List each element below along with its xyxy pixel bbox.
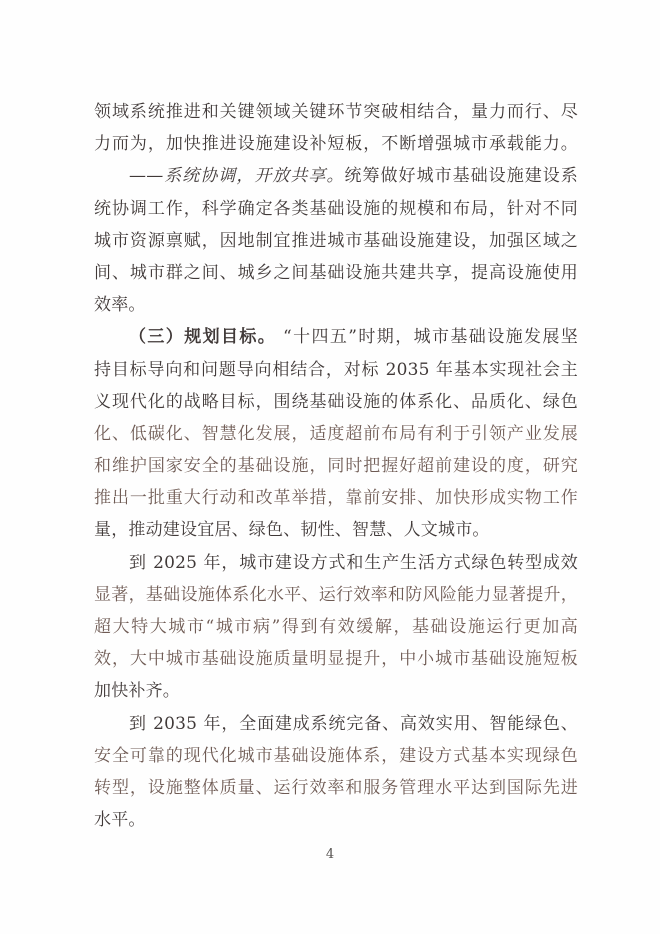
text-run: 间、城市群之间、城乡之间基础设施共建共享，提高设施使用 — [94, 262, 578, 283]
heading-run: （三）规划目标。 — [129, 327, 277, 348]
text-run: 量，推动建设宜居、绿色、韧性、智慧、人文城市。 — [94, 520, 490, 541]
text-line — [94, 225, 578, 257]
text-line — [94, 740, 578, 772]
text-line — [94, 321, 578, 353]
text-run: 化、低碳化、智慧化发展，适度超前布局有利于引领产业发展 — [94, 423, 578, 444]
text-line — [94, 514, 578, 546]
page-number: 4 — [325, 847, 335, 862]
text-line — [94, 579, 578, 611]
text-line — [94, 708, 578, 740]
text-run: 加快补齐。 — [94, 681, 180, 702]
text-run: 到 2035 年，全面建成系统完备、高效实用、智能绿色、 — [129, 713, 578, 734]
text-run: 和维护国家安全的基础设施，同时把握好超前建设的度，研究 — [94, 456, 578, 477]
text-run: 超大特大城市“城市病”得到有效缓解，基础设施运行更加高 — [94, 617, 578, 637]
text-line — [94, 289, 578, 321]
text-run: 义现代化的战略目标，围绕基础设施的体系化、品质化、绿色 — [94, 391, 578, 412]
text-run: 统筹做好城市基础设施建设系 — [344, 166, 578, 187]
text-line — [94, 675, 578, 707]
text-line — [94, 611, 578, 643]
text-line — [94, 804, 578, 836]
text-block — [94, 96, 578, 836]
text-run: 持目标导向和问题导向相结合，对标 2035 年基本实现社会主 — [94, 359, 578, 380]
text-line — [94, 418, 578, 450]
text-line — [94, 96, 578, 128]
text-line — [94, 257, 578, 289]
text-run: 转型，设施整体质量、运行效率和服务管理水平达到国际先进 — [94, 777, 578, 798]
text-line — [94, 772, 578, 804]
text-line — [94, 160, 578, 192]
text-run: “十四五”时期，城市基础设施发展坚 — [276, 327, 578, 348]
text-run: 效率。 — [94, 295, 146, 316]
text-run: 城市资源禀赋，因地制宜推进城市基础设施建设，加强区域之 — [94, 230, 578, 251]
text-run: 力而为，加快推进设施建设补短板，不断增强城市承载能力。 — [94, 134, 578, 155]
text-run: 显著，基础设施体系化水平、运行效率和防风险能力显著提升， — [94, 584, 578, 605]
text-run: 领域系统推进和关键领域关键环节突破相结合，量力而行、尽 — [94, 102, 578, 122]
text-line — [94, 547, 578, 579]
text-line — [94, 482, 578, 514]
text-run: 安全可靠的现代化城市基础设施体系，建设方式基本实现绿色 — [94, 745, 578, 766]
text-run: ——系统协调，开放共享。 — [129, 166, 345, 187]
text-line — [94, 643, 578, 675]
text-line — [94, 193, 578, 225]
text-run: 水平。 — [94, 810, 146, 831]
text-line — [94, 450, 578, 482]
text-line — [94, 354, 578, 386]
text-run: 效，大中城市基础设施质量明显提升，中小城市基础设施短板 — [94, 649, 578, 670]
text-run: 统协调工作，科学确定各类基础设施的规模和布局，针对不同 — [94, 198, 578, 219]
text-run: 推出一批重大行动和改革举措，靠前安排、加快形成实物工作 — [94, 488, 578, 509]
text-line — [94, 386, 578, 418]
text-run: 到 2025 年，城市建设方式和生产生活方式绿色转型成效 — [129, 552, 578, 573]
text-line — [94, 128, 578, 160]
